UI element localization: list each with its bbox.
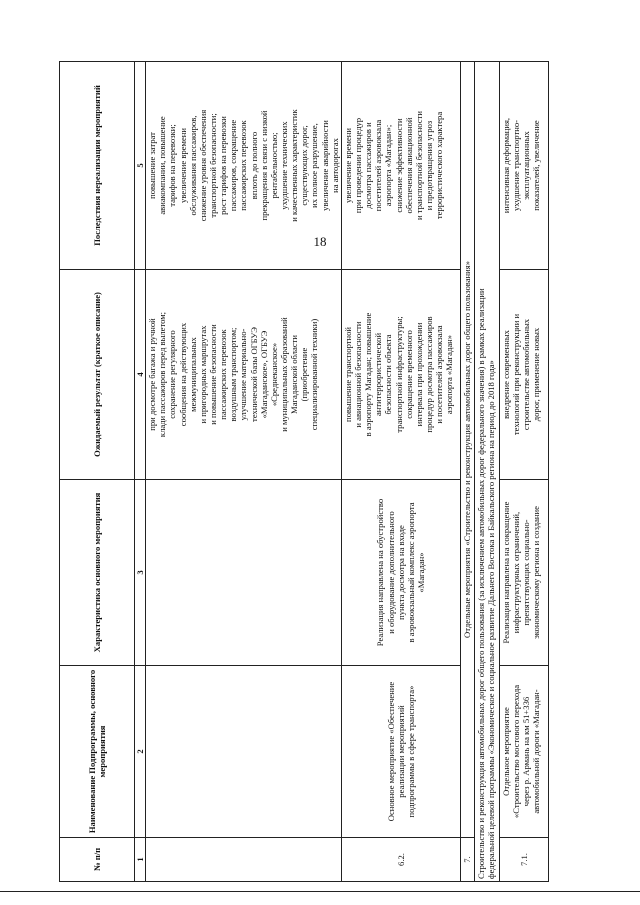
text-line: террористического характера	[434, 111, 445, 220]
text-line: и повышение безопасности	[207, 324, 218, 425]
text-line: улучшение материально-	[238, 328, 249, 421]
text-line: сохранение регулярного	[167, 330, 178, 419]
text-line: «Магадан»	[416, 552, 427, 593]
text-line: досмотра пассажиров и	[363, 122, 374, 209]
cell-measure-name	[499, 666, 548, 838]
text-line: технологий при реконструкции и	[510, 313, 521, 436]
cell-consequences	[499, 62, 548, 270]
text-line: Отдельное мероприятие	[500, 707, 511, 796]
text-line: подпрограммы в сфере транспорта»	[405, 685, 416, 818]
text-line: увеличение времени	[177, 128, 188, 203]
text-line: вплоть до полного	[248, 131, 259, 200]
text-line: процедур досмотра пассажиров	[423, 316, 434, 433]
text-line: межмуниципальных	[187, 337, 198, 412]
text-line: и пригородных маршрутах	[197, 325, 208, 424]
text-line: в аэропорту Магадан; повышение	[363, 312, 374, 437]
column-number: 4	[135, 270, 146, 480]
text-line: ухудшение технических	[278, 121, 289, 210]
column-number: 3	[135, 480, 146, 666]
text-line: повышение транспортной	[342, 326, 353, 423]
text-line: Строительство и реконструкция автомобильных дорог общего пользования (за исключением автомобильных дорог федерального значения) в рамках реализации	[475, 288, 486, 879]
text-line: аэропорта «Магадан»	[444, 334, 455, 415]
text-line: обслуживания пассажиров,	[187, 115, 198, 216]
table-row-6-2	[341, 62, 460, 882]
cell-expected-result	[341, 270, 460, 480]
cell-empty	[146, 480, 342, 666]
text-line: дорог, применение новых	[531, 327, 542, 422]
text-line: «Магаданское», ОГБУЭ	[258, 330, 269, 419]
section-description-row	[474, 62, 499, 882]
text-line: и оборудование дополнительного	[385, 511, 396, 634]
text-line: рост тарифов на перевозки	[218, 116, 229, 215]
text-line: пункта досмотра на входе	[395, 525, 406, 620]
header-name: Наименование Подпрограммы, основного мероприятия	[60, 666, 135, 838]
cell-measure-name	[341, 666, 460, 838]
text-line: снижение эффективности	[393, 118, 404, 213]
text-line: Реализация направлена на сокращение	[500, 501, 511, 644]
header-characteristic: Характеристика основного мероприятия	[60, 480, 135, 666]
text-line: и муниципальных образований	[278, 317, 289, 432]
table-row-continued	[146, 62, 342, 882]
text-line: федеральной целевой программы «Экономическое и социальное развитие Дальнего Востока и Байкальского региона на период до 2018 года»	[485, 360, 496, 879]
text-line: ухудшение транспортно-	[510, 120, 521, 211]
text-line: инфраструктурных ограничений,	[510, 511, 521, 634]
column-number: 5	[135, 62, 146, 270]
text-line: транспортной безопасности;	[207, 113, 218, 218]
text-line: (приобретение	[299, 347, 310, 402]
text-line: Магаданской области	[289, 335, 300, 414]
text-line: существующих дорог,	[299, 125, 310, 206]
text-line: снижение уровня обеспечения	[197, 109, 208, 222]
text-line: сокращение временного	[403, 330, 414, 419]
text-line: при досмотре багажа и ручной	[147, 318, 158, 431]
text-line: интенсивная деформация,	[500, 117, 511, 214]
text-line: тарифов на перевозки;	[167, 124, 178, 207]
text-line: их полное разрушение,	[309, 123, 320, 208]
cell-characteristic	[341, 480, 460, 666]
text-line: реализации мероприятий	[395, 705, 406, 798]
text-line: аэропорта «Магадан»;	[383, 124, 394, 207]
text-line: эксплуатационных	[521, 131, 532, 200]
header-expected-result: Ожидаемый результат (краткое описание)	[60, 270, 135, 480]
text-line: экономическому региона и создание	[531, 506, 542, 639]
rotated-page-content	[59, 62, 542, 882]
text-line: и авиационной безопасности	[352, 321, 363, 428]
text-line: антитеррористической	[373, 332, 384, 417]
text-line: и качественных характеристик	[289, 109, 300, 222]
column-numbers-row	[135, 62, 146, 882]
text-line: транспортной инфраструктуры;	[393, 316, 404, 433]
text-line: посетителей аэровокзала	[373, 119, 384, 212]
table-row-7-1	[499, 62, 548, 882]
text-line: внедрение современных	[500, 330, 511, 419]
section-title: Отдельные мероприятия «Строительство и реконструкция автомобильных дорог общего пользования»	[460, 62, 474, 838]
text-line: и транспортной безопасности	[413, 111, 424, 220]
text-line: автомобильной дороги «Магадан-	[531, 689, 542, 814]
page-number: 18	[313, 234, 327, 249]
cell-consequences	[341, 62, 460, 270]
text-line: пассажиров, сокращение	[228, 119, 239, 212]
text-line: в аэровокзальный комплекс аэропорта	[405, 502, 416, 643]
text-line: и посетителей аэровокзала	[434, 325, 445, 424]
text-line: Основное мероприятие «Обеспечение	[385, 681, 396, 822]
text-line: строительстве автомобильных	[521, 318, 532, 431]
text-line: «Строительство мостового перехода	[510, 684, 521, 819]
cell-expected-result	[146, 270, 342, 480]
text-line: Реализация направлена на обустройство	[375, 498, 386, 647]
text-line: безопасности объекта	[383, 334, 394, 415]
text-line: пассажирских перевозок	[218, 329, 229, 420]
text-line: увеличение времени	[342, 128, 353, 203]
text-line: авиакомпании, повышение	[157, 116, 168, 215]
text-line: на автодорогах	[329, 138, 340, 193]
text-line: специализированной техники)	[309, 318, 320, 431]
measures-table	[59, 61, 549, 882]
page-bottom-rule	[0, 891, 640, 892]
text-line: интервала при прохождении	[413, 322, 424, 427]
header-consequences: Последствия нереализации мероприятий	[60, 62, 135, 270]
cell-expected-result	[499, 270, 548, 480]
text-line: «Среднеканское»	[268, 342, 279, 407]
column-number: 1	[135, 838, 146, 882]
table-header-row	[60, 62, 135, 882]
section-description	[474, 62, 499, 882]
header-number: № п/п	[60, 838, 135, 882]
text-line: технической базы ОГБУЭ	[248, 327, 259, 422]
text-line: обеспечения авиационной	[403, 117, 414, 214]
text-line: пассажирских перевозок	[238, 120, 249, 211]
text-line: через р. Армань на км 51+336	[521, 696, 532, 807]
text-line: клади пассажиров перед вылетом;	[157, 311, 168, 438]
text-line: сообщения на действующих	[177, 322, 188, 427]
cell-characteristic	[499, 480, 548, 666]
cell-consequences	[146, 62, 342, 270]
text-line: показателей, увеличение	[531, 120, 542, 211]
text-line: и предотвращения угроз	[423, 120, 434, 211]
text-line: воздушным транспортом;	[228, 327, 239, 422]
text-line: рентабельностью;	[268, 132, 279, 199]
text-line: увеличение аварийности	[319, 120, 330, 211]
text-line: повышение затрат	[147, 132, 158, 199]
row-number: 7.1.	[499, 838, 548, 882]
cell-empty	[146, 666, 342, 838]
section-row-7	[460, 62, 474, 882]
row-number: 6.2.	[341, 838, 460, 882]
row-number: 7.	[460, 838, 474, 882]
text-line: при проведении процедур	[352, 117, 363, 214]
column-number: 2	[135, 666, 146, 838]
text-line: препятствующих социально-	[521, 519, 532, 626]
cell-empty	[146, 838, 342, 882]
text-line: прекращения в связи с низкой	[258, 110, 269, 221]
